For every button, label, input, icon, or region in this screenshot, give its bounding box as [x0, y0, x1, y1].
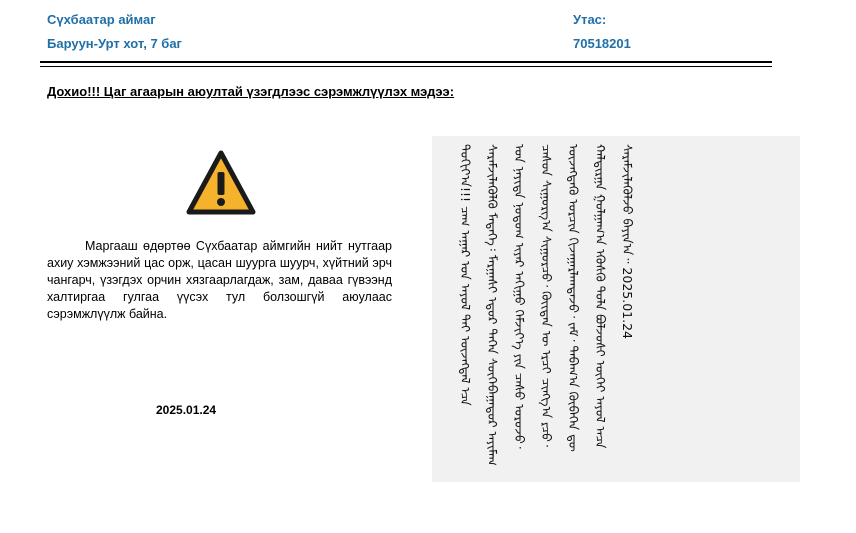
header-address: Баруун-Урт хот, 7 баг [47, 36, 182, 51]
header-rule-thin [40, 66, 772, 67]
header-phone-label: Утас: [573, 12, 607, 27]
header-province: Сүхбаатар аймаг [47, 12, 156, 27]
warning-triangle-icon [186, 150, 256, 216]
mongolian-script-panel [432, 136, 800, 482]
notice-date: 2025.01.24 [156, 403, 217, 417]
header-rule-thick [40, 61, 772, 63]
notice-title: Дохио!!! Цаг агаарын аюултай үзэгдлээс сэрэмжлүүлэх мэдээ: [47, 84, 455, 99]
notice-paragraph: Маргааш өдөртөө Сүхбаатар аймгийн нийт нутгаар ахиу хэмжээний цас орж, цасан шуурга шуурч, хүйтний эрч чангарч, үзэгдэх орчин хязгаарлагдаж, зам, даваа гүвээнд халтиргаа гулгаа үүсэх тул болзошгүй аюулаас сэрэмжлүүлж байна. [47, 239, 392, 321]
header-phone-number: 70518201 [573, 36, 631, 51]
mongolian-script-text: ᠳᠣᠬᠢᠶ᠎ᠠ!!! ᠴᠠᠭ ᠠᠭᠠᠷ ᠤᠨ ᠠᠶᠤᠯ ᠲᠠᠢ ᠦᠵᠡᠭᠳᠡᠯ ᠡᠴᠡ ᠰᠡᠷᠡᠮᠵᠢᠯᠡᠭᠦᠯᠬᠦ ᠮᠡᠳᠡᠭᠡ᠄ ᠮᠠᠷᠭᠠᠰᠢ ᠡᠳᠦᠷ ᠲᠡᠭᠡᠨ ᠰᠦᠬᠡᠪᠠᠭᠠᠲᠣᠷ ᠠᠶᠢᠮᠠᠭ ᠤᠨ ᠨᠡᠶᠢᠲᠡ ᠨᠤᠲᠤᠭ ᠢᠶᠠᠷ ᠠᠬᠢᠭᠤ ᠬᠡᠮᠵᠢᠶ᠎ᠡ ᠶᠢᠨ ᠴᠠᠰᠤ ᠣᠷᠤᠵᠤ᠂ ᠴᠠᠰᠤᠨ ᠰᠢᠭᠤᠷᠭ᠎ᠠ ᠰᠢᠭᠤᠷᠴᠤ᠂ ᠬᠦᠢᠲᠡᠨ ᠦ ᠡᠷᠴᠢ ᠴᠢᠩᠭ᠎ᠠ ᠷᠴᠤ᠂ ᠦᠵᠡᠭᠳᠡᠬᠦ ᠣᠷᠴᠢᠨ ᠬᠢᠵᠠᠭᠠᠷᠯᠠᠭᠳᠠᠵᠤ᠂ ᠵᠠᠮ᠂ ᠳᠠᠪᠠᠭ᠎ᠠ ᠭᠦᠪᠡᠭᠡᠨ ᠳᠦ ᠬᠠᠯᠲᠢᠷᠭᠠ ᠭᠤᠯᠭᠠᠭ᠎ᠠ ᠡᠭᠦᠰᠬᠦ ᠲᠤᠯᠠ ᠪᠣᠯᠵᠣᠰᠢ ᠦᠭᠡᠢ ᠠᠶᠤᠯ ᠠᠴᠠ ᠰᠡᠷᠡᠮᠵᠢᠯᠡᠭᠦᠯᠵᠦ ᠪᠠᠶᠢᠨ᠎ᠠ᠃ 2025.01.24 [458, 144, 635, 466]
